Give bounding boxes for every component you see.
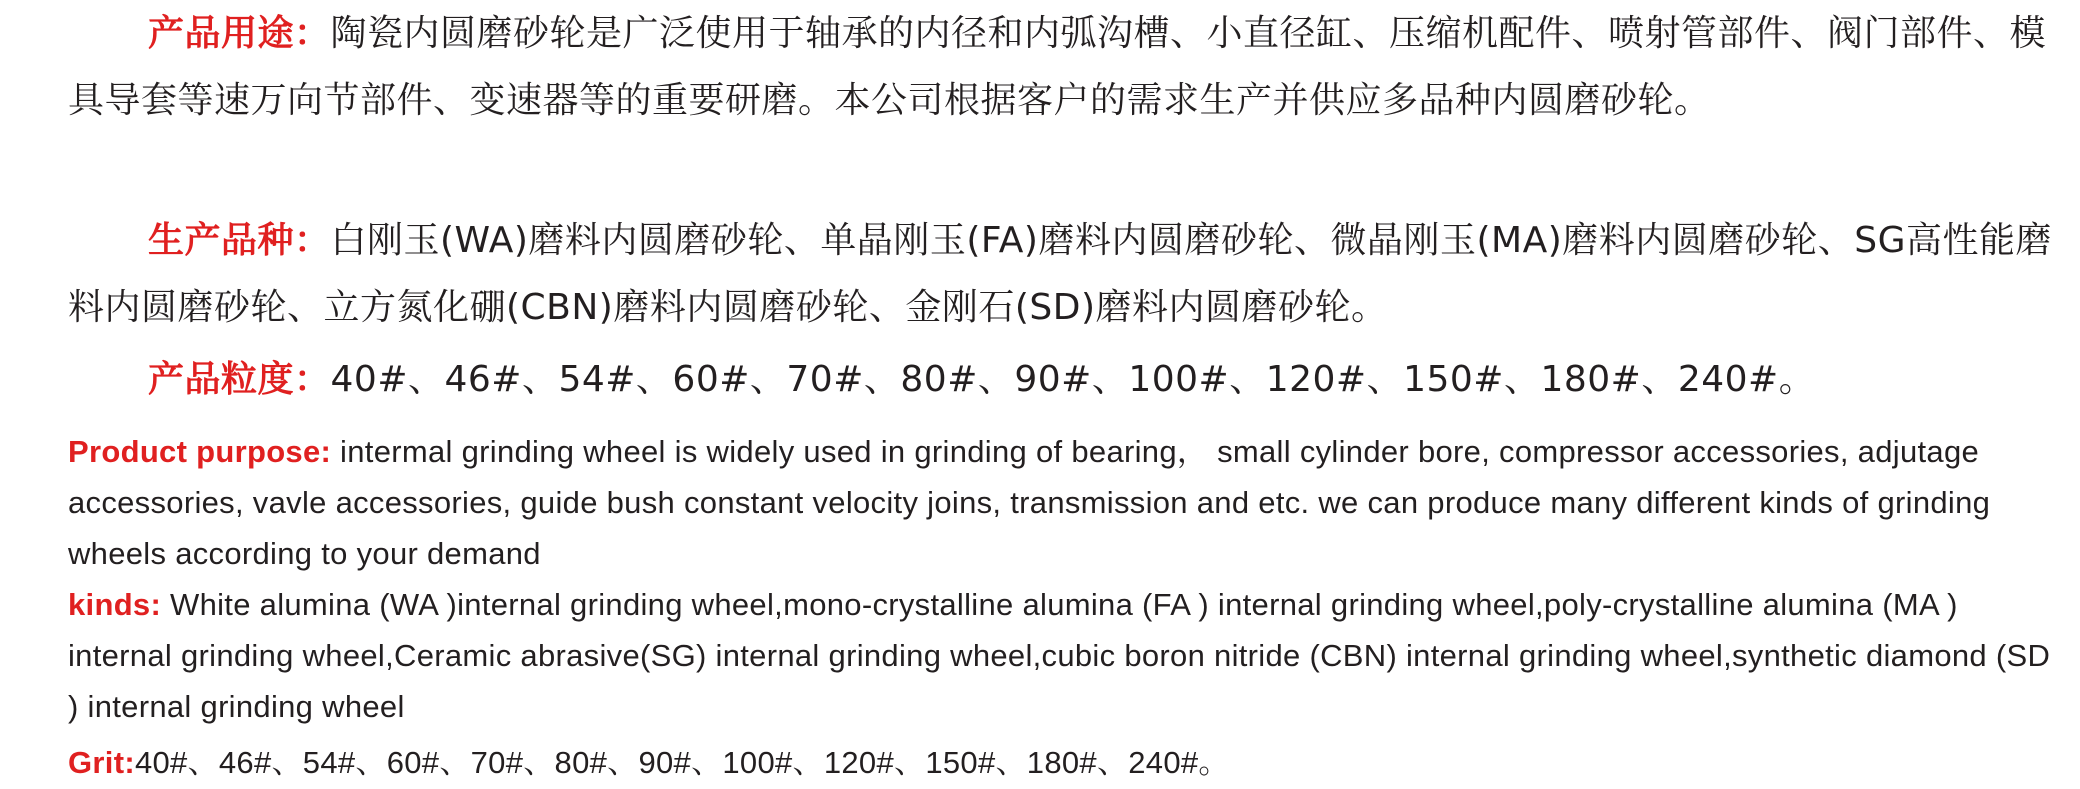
en-grit-paragraph	[68, 737, 2058, 788]
cn-usage-paragraph	[68, 0, 2058, 134]
cn-grit-text: 40#、46#、54#、60#、70#、80#、90#、100#、120#、150#、180#、240#。	[330, 359, 1816, 400]
en-kinds-text: White alumina (WA )internal grinding wheel,mono-crystalline alumina (FA ) internal grinding wheel,poly-crystalline alumina (MA ) internal grinding wheel,Ceramic abrasive(SG) internal grinding wheel,cubic boron nitride (CBN) internal grinding wheel,synthetic diamond (SD ) internal grinding wheel	[68, 587, 2051, 724]
en-purpose-text: intermal grinding wheel is widely used in grinding of bearing， small cylinder bore, compressor accessories, adjutage accessories, vavle accessories, guide bush constant velocity joins, transmission and etc. we can produce many different kinds of grinding wheels according to your demand	[68, 434, 1991, 571]
cn-varieties-label: 生产品种：	[148, 220, 331, 261]
en-kinds-paragraph	[68, 579, 2058, 732]
en-kinds-label: kinds:	[68, 587, 162, 622]
cn-usage-text: 陶瓷内圆磨砂轮是广泛使用于轴承的内径和内弧沟槽、小直径缸、压缩机配件、喷射管部件、阀门部件、模具导套等速万向节部件、变速器等的重要研磨。本公司根据客户的需求生产并供应多品种内圆磨砂轮。	[68, 13, 2047, 121]
cn-varieties-paragraph	[68, 207, 2058, 341]
cn-usage-label: 产品用途：	[148, 13, 331, 54]
en-grit-label: Grit:	[68, 745, 135, 780]
cn-varieties-text: 白刚玉(WA)磨料内圆磨砂轮、单晶刚玉(FA)磨料内圆磨砂轮、微晶刚玉(MA)磨料内圆磨砂轮、SG高性能磨料内圆磨砂轮、立方氮化硼(CBN)磨料内圆磨砂轮、金刚石(SD)磨料内圆磨砂轮。	[68, 220, 2053, 328]
cn-grit-paragraph	[68, 346, 2058, 413]
en-purpose-label: Product purpose:	[68, 434, 332, 469]
en-grit-text: 40#、46#、54#、60#、70#、80#、90#、100#、120#、150#、180#、240#。	[134, 745, 1230, 780]
en-purpose-paragraph	[68, 426, 2058, 579]
cn-grit-label: 产品粒度：	[148, 359, 331, 400]
